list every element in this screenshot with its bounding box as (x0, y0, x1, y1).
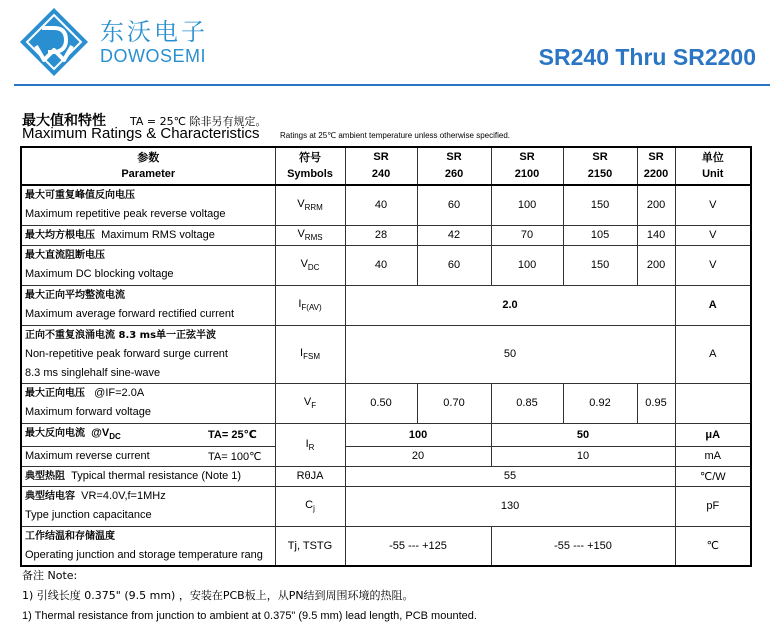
param-label-en: Maximum repetitive peak reverse voltage (25, 208, 226, 221)
symbol-subscript: RRM (304, 203, 323, 213)
table-row (21, 486, 751, 526)
section-note-en: Ratings at 25℃ ambient temperature unless otherwise specified. (280, 131, 510, 140)
value-cell: 60 (417, 185, 491, 225)
param-cell (21, 526, 275, 566)
symbol-cell (275, 185, 345, 225)
param-cell (21, 325, 275, 383)
model-header (637, 147, 675, 185)
value-cell: 50 (491, 423, 675, 446)
param-header (21, 147, 275, 185)
param-label-en: Maximum DC blocking voltage (25, 268, 174, 280)
param-label-en: Typical thermal resistance (Note 1) (71, 469, 242, 482)
param-label-en: Non-repetitive peak forward surge current (25, 347, 228, 360)
symbol-cell (275, 383, 345, 423)
model-number: 240 (371, 168, 391, 180)
symbol-header-cn: 符号 (299, 151, 322, 164)
page-header (0, 0, 770, 84)
note-1-en: 1) Thermal resistance from junction to ambient at 0.375" (9.5 mm) lead length, PCB mounted. (22, 610, 477, 622)
table-row (21, 285, 751, 325)
symbol-subscript: j (313, 504, 315, 514)
value-cell: 200 (637, 245, 675, 285)
param-cell (21, 486, 275, 526)
param-label-en: Maximum RMS voltage (101, 228, 215, 241)
value-cell: 10 (491, 446, 675, 466)
symbol-header (275, 147, 345, 185)
temp-condition-cell: TA= 25℃ (205, 423, 275, 446)
value-cell: 20 (345, 446, 491, 466)
unit-cell (675, 383, 751, 423)
param-label-cn: 典型热阻 (25, 470, 65, 482)
symbol-cell (275, 486, 345, 526)
table-row (21, 185, 751, 225)
value-cell: -55 --- +125 (345, 526, 491, 566)
value-cell: 150 (563, 245, 637, 285)
unit-cell: mA (675, 446, 751, 466)
value-cell: 100 (491, 185, 563, 225)
brand-name-english: DOWOSEMI (100, 46, 206, 66)
value-cell: 130 (345, 486, 675, 526)
value-cell: 100 (345, 423, 491, 446)
symbol-text: I (298, 297, 302, 310)
table-row (21, 466, 751, 486)
value-cell: 200 (637, 185, 675, 225)
value-cell: 0.50 (345, 383, 417, 423)
symbol-cell (275, 325, 345, 383)
param-label-en: Maximum average forward rectified current (25, 308, 235, 320)
value-cell: 60 (417, 245, 491, 285)
value-cell: 0.70 (417, 383, 491, 423)
header-divider (14, 84, 770, 86)
value-cell: 40 (345, 185, 417, 225)
table-row (21, 225, 751, 245)
param-header-cn: 参数 (137, 151, 160, 164)
ratings-table (20, 146, 752, 567)
param-cell (21, 466, 275, 486)
symbol-text: V (297, 227, 305, 240)
param-condition: VR=4.0V,f=1MHz (81, 490, 166, 503)
param-label-cn: 最大可重复峰值反向电压 (25, 190, 135, 202)
param-label-cn: 工作结温和存储温度 (25, 530, 115, 542)
value-cell: 0.85 (491, 383, 563, 423)
model-header (417, 147, 491, 185)
symbol-subscript: R (308, 442, 315, 452)
symbol-cell (275, 225, 345, 245)
param-label-cn: 最大直流阻断电压 (25, 250, 105, 261)
symbol-subscript: RMS (304, 233, 323, 243)
param-label-cn: 最大均方根电压 (25, 229, 95, 241)
param-label-en-2: 8.3 ms singlehalf sine-wave (25, 366, 161, 379)
param-cell (21, 423, 205, 446)
notes-label: 备注 Note: (22, 569, 78, 582)
unit-header-cn: 单位 (701, 151, 724, 164)
symbol-subscript: F(AV) (301, 303, 322, 313)
value-cell: 28 (345, 225, 417, 245)
symbol-subscript: DC (307, 263, 320, 273)
param-label-cn: 典型结电容 (25, 491, 75, 503)
brand-name-chinese: 东沃电子 (100, 18, 208, 46)
value-cell: 140 (637, 225, 675, 245)
model-prefix: SR (648, 151, 664, 163)
model-number: 2150 (587, 168, 613, 180)
table-row (21, 526, 751, 566)
symbol-cell: Tj, TSTG (275, 526, 345, 566)
unit-cell: V (675, 185, 751, 225)
unit-header-en: Unit (702, 168, 724, 180)
unit-cell: V (675, 245, 751, 285)
param-label-en: Operating junction and storage temperature rang (25, 548, 263, 561)
symbol-subscript: FSM (303, 352, 320, 362)
value-cell: 2.0 (345, 285, 675, 325)
param-condition: @V (91, 426, 110, 439)
param-condition: @IF=2.0A (94, 387, 145, 399)
symbol-text: C (305, 499, 314, 512)
model-number: 2200 (643, 168, 669, 180)
symbol-cell (275, 285, 345, 325)
unit-cell: pF (675, 486, 751, 526)
section-note-cn: TA = 25℃ 除非另有规定。 (130, 115, 267, 128)
table-row (21, 446, 751, 466)
symbol-cell (275, 245, 345, 285)
unit-cell: ℃ (675, 526, 751, 566)
model-header (563, 147, 637, 185)
value-cell: 105 (563, 225, 637, 245)
symbol-text: I (300, 346, 304, 359)
param-cell (21, 245, 275, 285)
table-row (21, 245, 751, 285)
symbol-cell (275, 423, 345, 466)
section-title-en: Maximum Ratings & Characteristics (22, 125, 260, 142)
param-label-en: Maximum forward voltage (25, 406, 151, 418)
table-row (21, 383, 751, 423)
param-label-cn: 最大正向平均整流电流 (25, 290, 125, 301)
model-header (345, 147, 417, 185)
model-prefix: SR (373, 151, 389, 163)
table-row (21, 423, 751, 446)
unit-cell: A (675, 285, 751, 325)
section-title-cn: 最大值和特性 (22, 113, 106, 129)
param-label-cn: 最大正向电压 (25, 388, 85, 399)
notes-section (22, 566, 477, 626)
param-label-en: Type junction capacitance (25, 509, 152, 522)
unit-cell: μA (675, 423, 751, 446)
value-cell: 40 (345, 245, 417, 285)
document-title: SR240 Thru SR2200 (538, 44, 756, 70)
unit-cell: V (675, 225, 751, 245)
value-cell: 42 (417, 225, 491, 245)
param-condition-subscript: DC (109, 431, 121, 441)
unit-header (675, 147, 751, 185)
symbol-cell: RθJA (275, 466, 345, 486)
unit-cell: ℃/W (675, 466, 751, 486)
value-cell: -55 --- +150 (491, 526, 675, 566)
param-cell (21, 383, 275, 423)
param-cell (21, 225, 275, 245)
note-1-cn: 1) 引线长度 0.375" (9.5 mm) ，安装在PCB板上，从PN结到周围环境的热阻。 (22, 589, 414, 602)
model-number: 2100 (514, 168, 540, 180)
symbol-text: V (300, 257, 308, 270)
param-cell: Maximum reverse current (21, 446, 205, 466)
param-label-cn: 正向不重复浪涌电流 8.3 ms单一正弦半波 (25, 329, 217, 341)
model-prefix: SR (519, 151, 535, 163)
dw-diamond-logo-icon (18, 6, 90, 78)
symbol-header-en: Symbols (287, 168, 333, 180)
table-row (21, 325, 751, 383)
unit-cell: A (675, 325, 751, 383)
model-header (491, 147, 563, 185)
symbol-text: I (305, 437, 309, 450)
value-cell: 100 (491, 245, 563, 285)
temp-condition-cell: TA= 100℃ (205, 446, 275, 466)
symbol-text: V (303, 395, 312, 408)
param-label-cn: 最大反向电流 (25, 427, 85, 439)
param-header-en: Parameter (121, 168, 176, 180)
table-header-row (21, 147, 751, 185)
value-cell: 50 (345, 325, 675, 383)
value-cell: 0.92 (563, 383, 637, 423)
model-prefix: SR (592, 151, 608, 163)
value-cell: 150 (563, 185, 637, 225)
param-cell (21, 285, 275, 325)
value-cell: 70 (491, 225, 563, 245)
value-cell: 0.95 (637, 383, 675, 423)
model-number: 260 (444, 168, 464, 180)
param-cell (21, 185, 275, 225)
symbol-text: V (297, 198, 305, 211)
value-cell: 55 (345, 466, 675, 486)
model-prefix: SR (446, 151, 462, 163)
symbol-subscript: F (311, 401, 317, 411)
